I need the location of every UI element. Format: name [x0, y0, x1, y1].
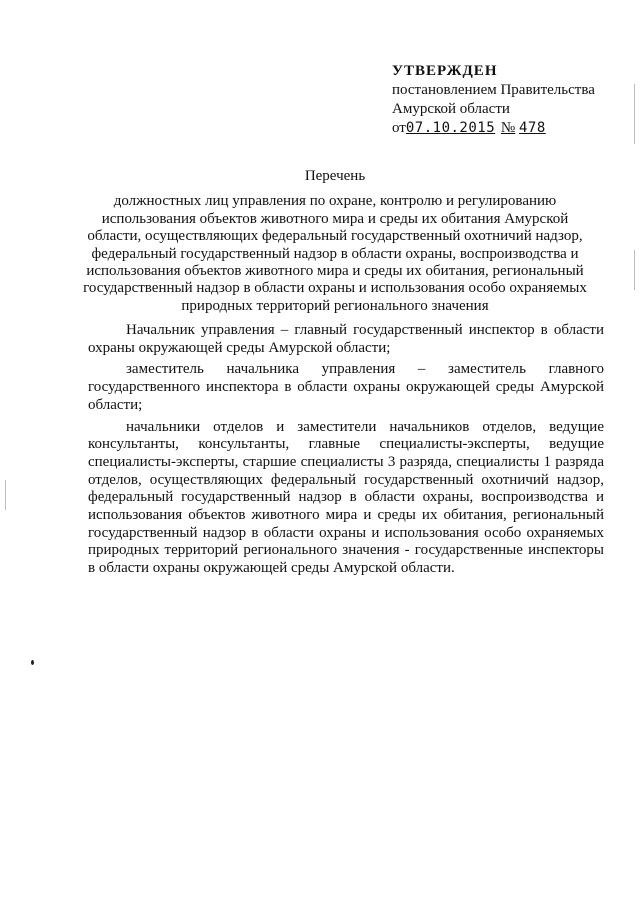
scan-edge-mark — [634, 84, 635, 144]
approval-heading: УТВЕРЖДЕН — [392, 63, 498, 79]
list-item: начальники отделов и заместители начальников отделов, ведущие консультанты, консультанты, главные специалисты-эксперты, ведущие специалисты-эксперты, старшие специалисты 3 разряда, специалисты 1 разряда отделов, осуществляющих федеральный государственный охотничий надзор, федеральный государственный надзор в области охраны, воспроизводства и использования объектов животного мира и среды их обитания, региональный государственный надзор в области охраны и использования особо охраняемых природных территорий регионального значения - государственные инспекторы в области охраны окружающей среды Амурской области. — [88, 418, 604, 577]
list-item: заместитель начальника управления – заместитель главного государственного инспектора в области охраны окружающей среды Амурской области; — [88, 361, 604, 413]
title-block — [80, 168, 590, 315]
positions-list — [88, 322, 604, 583]
document-title: Перечень — [304, 168, 366, 184]
approval-number-sign: № — [500, 120, 516, 136]
scan-edge-mark — [634, 250, 635, 290]
approval-line-1: постановлением Правительства — [392, 82, 595, 98]
approval-date: 07.10.2015 — [405, 120, 496, 136]
approval-line-2: Амурской области — [392, 101, 510, 117]
scan-edge-mark — [5, 480, 6, 510]
approval-date-line — [392, 119, 622, 138]
scan-speck — [31, 660, 34, 665]
approval-date-prefix: от — [392, 120, 406, 136]
approval-block — [392, 62, 622, 138]
approval-number: 478 — [518, 120, 546, 136]
list-item: Начальник управления – главный государственный инспектор в области охраны окружающей среды Амурской области; — [88, 322, 604, 356]
document-description: должностных лиц управления по охране, контролю и регулированию использования объектов животного мира и среды их обитания Амурской области, осуществляющих федеральный государственный охотничий надзор, федеральный государственный надзор в области охраны, воспроизводства и использования объектов животного мира и среды их обитания, региональный государственный надзор в области охраны и использования особо охраняемых природных территорий регионального значения — [83, 193, 587, 314]
